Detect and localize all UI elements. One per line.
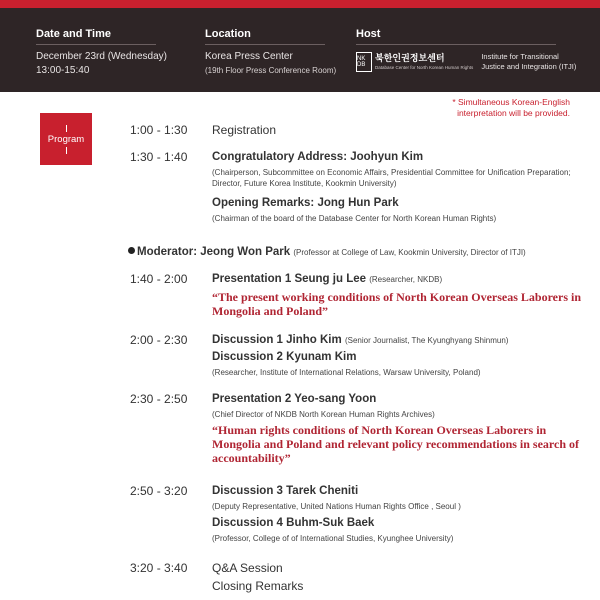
- location-room: (19th Floor Press Conference Room): [205, 66, 337, 75]
- nkdb-logo-icon: NK DB: [356, 52, 372, 72]
- moderator-line: [128, 246, 526, 258]
- host-section: [356, 24, 576, 72]
- host-title: Host: [356, 28, 556, 45]
- moderator-affiliation: (Professor at College of Law, Kookmin University, Director of ITJI): [293, 248, 526, 257]
- session-title: Discussion 1 Jinho Kim (Senior Journalist, The Kyunghyang Shinmun): [212, 334, 509, 346]
- nkdb-english-name: Database Center for North Korean Human Rights: [375, 64, 474, 70]
- top-red-strip: [0, 0, 600, 8]
- nkdb-logo: [356, 52, 473, 72]
- event-info-header: [0, 8, 600, 92]
- badge-bar-icon: [66, 125, 67, 132]
- speaker-affiliation: (Senior Journalist, The Kyunghyang Shinmun): [344, 336, 509, 345]
- session-title: Discussion 4 Buhm-Suk Baek: [212, 517, 375, 529]
- host-logos: [356, 52, 576, 72]
- location-section: [205, 24, 336, 78]
- program-label: Program: [47, 133, 85, 145]
- moderator-name: Moderator: Jeong Won Park: [137, 246, 291, 258]
- badge-bar-icon: [66, 147, 67, 154]
- time-slot: 1:40 - 2:00: [130, 272, 188, 286]
- location-title: Location: [205, 28, 325, 45]
- date-line: December 23rd (Wednesday): [36, 51, 167, 62]
- location-line: Korea Press Center: [205, 51, 293, 62]
- speaker-affiliation: (Chairperson, Subcommittee on Economic Affairs, Presidential Committee for Unification Preparation; Director, Future Korea Institute, Kookmin University): [212, 168, 571, 188]
- time-slot: 2:30 - 2:50: [130, 392, 188, 406]
- time-slot: 3:20 - 3:40: [130, 561, 188, 575]
- time-line: 13:00-15:40: [36, 65, 90, 76]
- date-time-section: [36, 24, 167, 78]
- nkdb-korean-name: 북한인권정보센터: [375, 53, 445, 64]
- presentation-topic: “The present working conditions of North Korean Overseas Laborers in Mongolia and Poland”: [212, 290, 582, 318]
- speaker-affiliation: (Deputy Representative, United Nations Human Rights Office , Seoul ): [212, 502, 461, 511]
- time-slot: 2:50 - 3:20: [130, 484, 188, 498]
- itji-name: Institute for Transitional Justice and Integration (ITJI): [481, 52, 577, 71]
- time-slot: 2:00 - 2:30: [130, 333, 188, 347]
- session-title: Opening Remarks: Jong Hun Park: [212, 197, 399, 209]
- speaker-affiliation: (Researcher, Institute of International Relations, Warsaw University, Poland): [212, 368, 481, 377]
- presentation-topic: “Human rights conditions of North Korean Overseas Laborers in Mongolia and Poland and relevant policy recommendations in search of accountability”: [212, 423, 580, 465]
- speaker-affiliation: (Chairman of the board of the Database Center for North Korean Human Rights): [212, 214, 497, 223]
- time-slot: 1:30 - 1:40: [130, 150, 188, 164]
- date-time-title: Date and Time: [36, 28, 156, 45]
- session-title: Presentation 2 Yeo-sang Yoon: [212, 393, 377, 405]
- session-title: Closing Remarks: [212, 579, 304, 593]
- time-slot: 1:00 - 1:30: [130, 123, 188, 137]
- program-badge: [40, 113, 92, 165]
- speaker-affiliation: (Chief Director of NKDB North Korean Human Rights Archives): [212, 410, 435, 419]
- speaker-affiliation: (Researcher, NKDB): [369, 275, 443, 284]
- speaker-affiliation: (Professor, College of of International Studies, Kyunghee University): [212, 534, 454, 543]
- session-title: Discussion 2 Kyunam Kim: [212, 351, 357, 363]
- session-title: Presentation 1 Seung ju Lee (Researcher, NKDB): [212, 273, 443, 285]
- session-title: Q&A Session: [212, 561, 283, 575]
- bullet-icon: [128, 247, 135, 254]
- session-title: Congratulatory Address: Joohyun Kim: [212, 151, 424, 163]
- interpretation-note: * Simultaneous Korean-English interpretation will be provided.: [452, 97, 570, 118]
- session-title: Discussion 3 Tarek Cheniti: [212, 485, 359, 497]
- session-title: Registration: [212, 123, 277, 137]
